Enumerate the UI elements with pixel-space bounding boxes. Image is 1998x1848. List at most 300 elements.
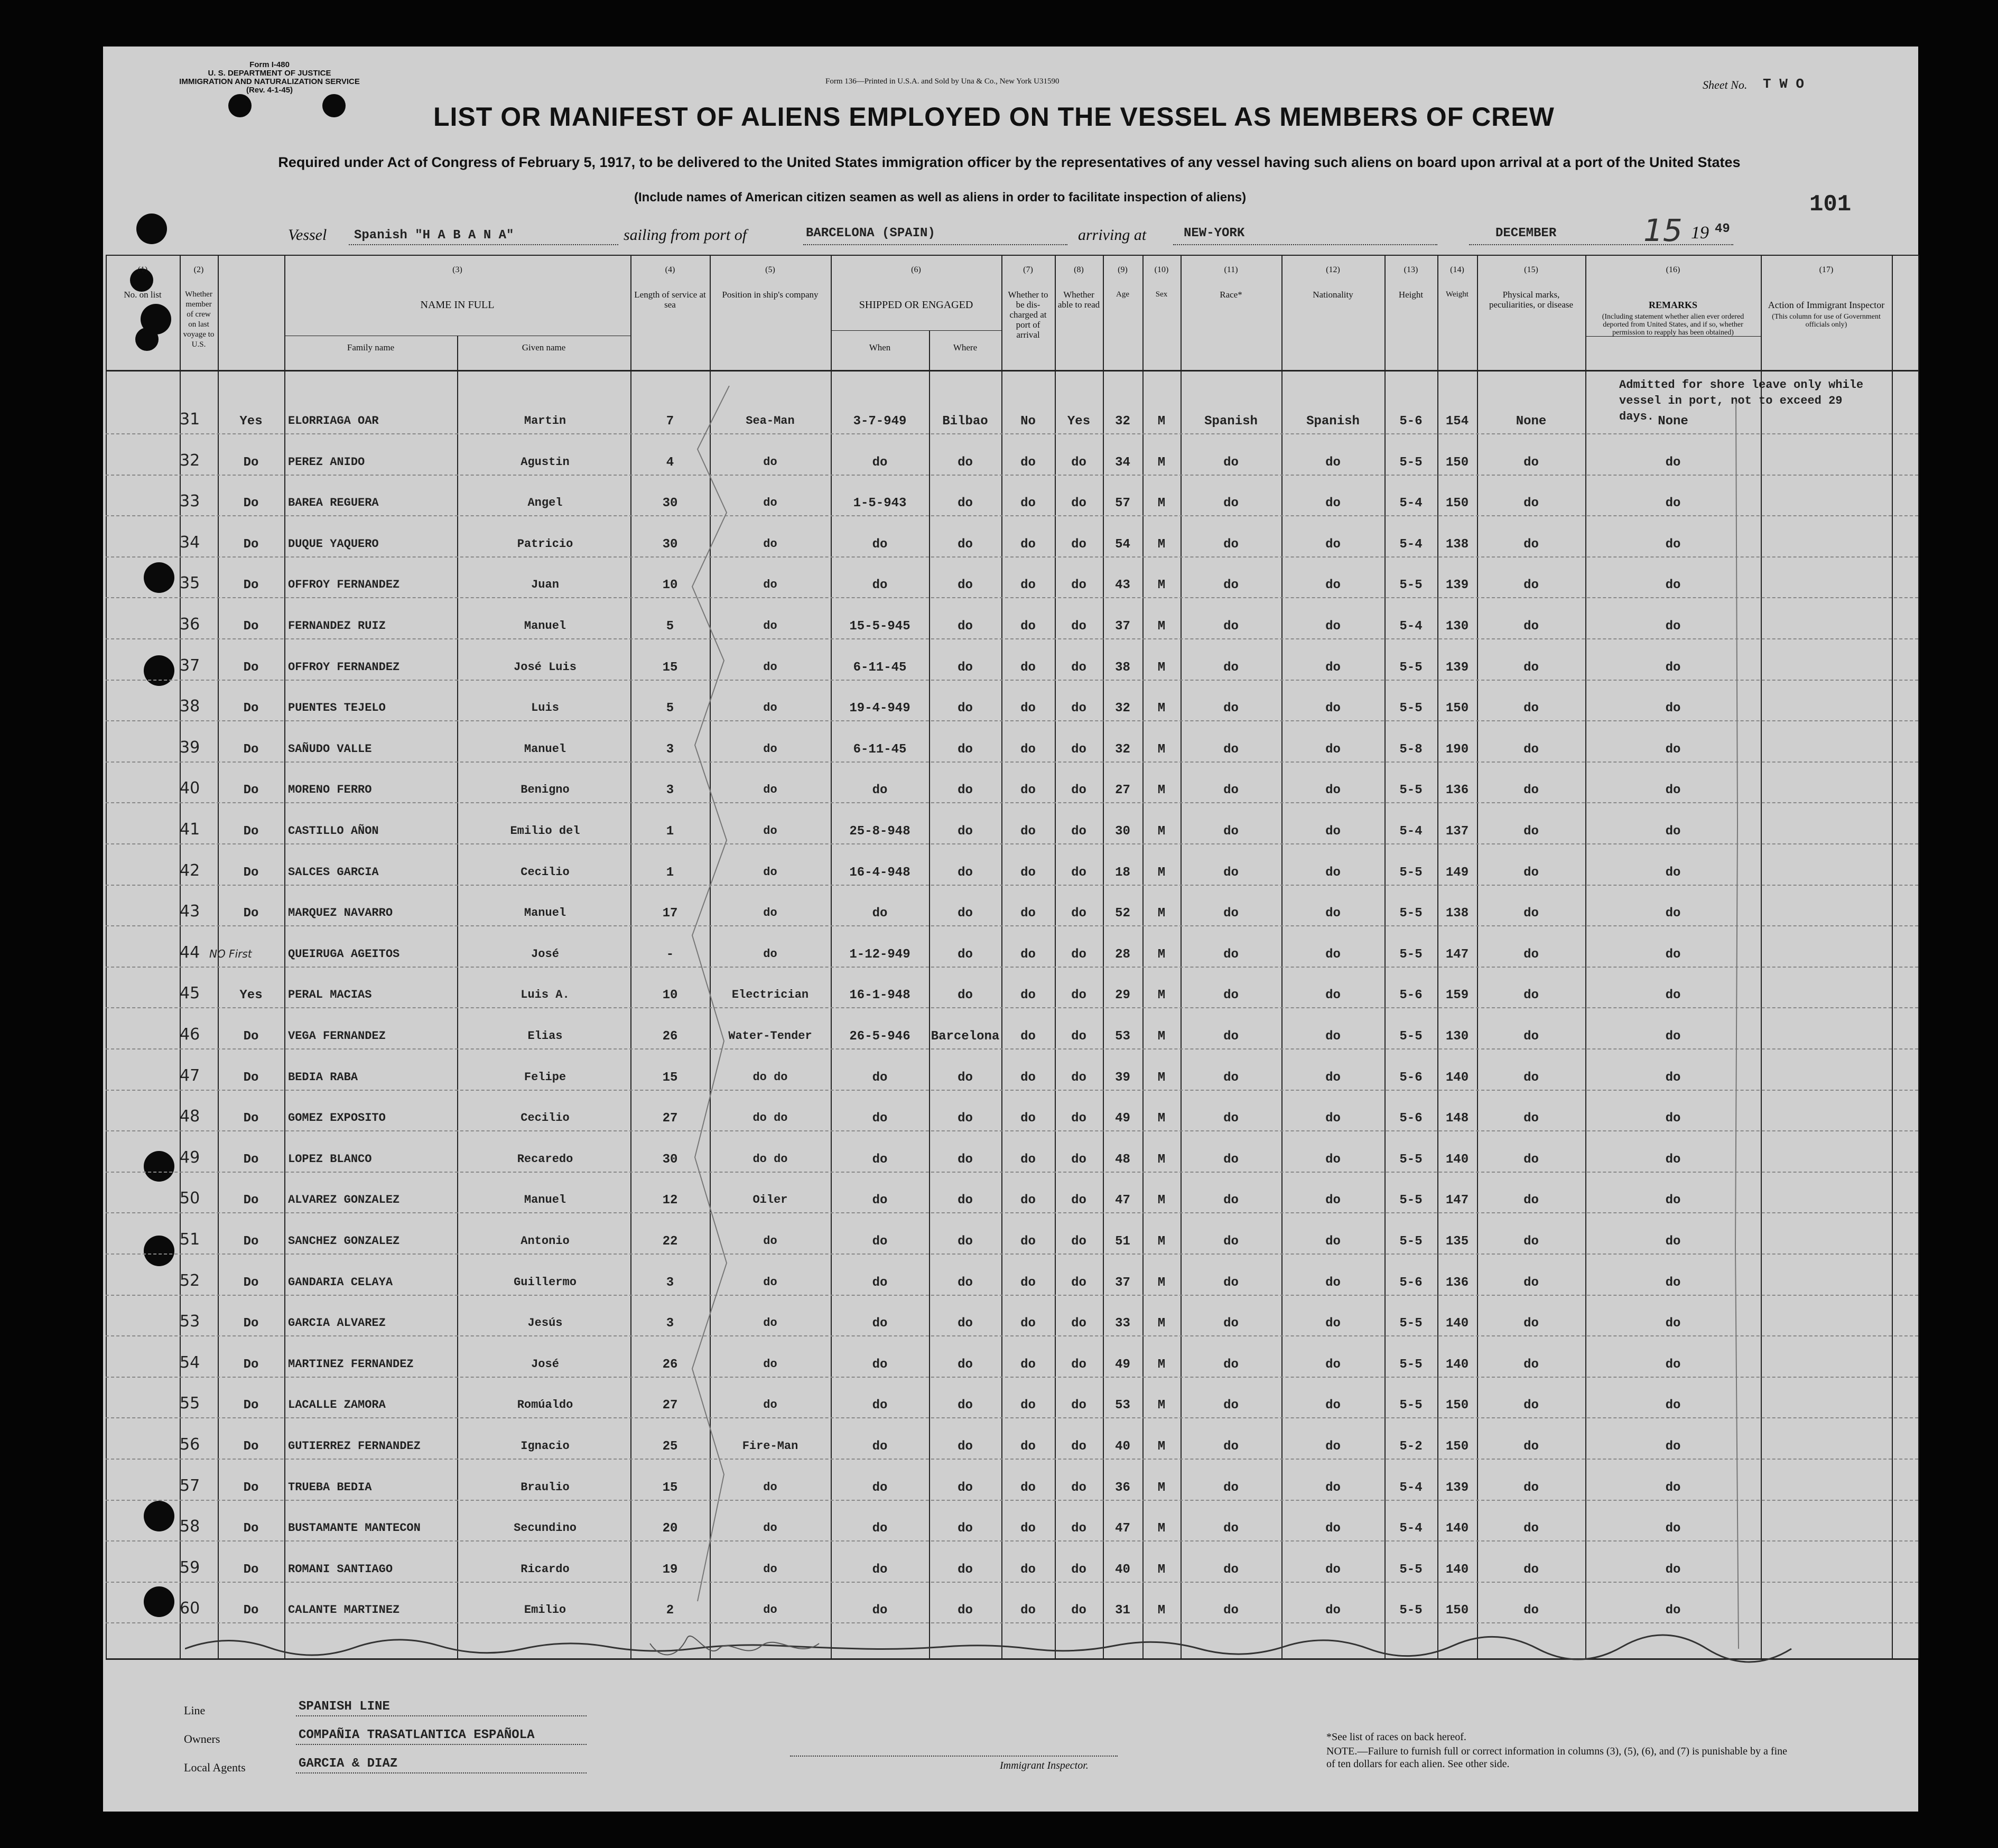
cell-given: Braulio [521,1480,570,1494]
cell-nationality: do [1325,1603,1341,1618]
cell-age: 30 [1115,824,1130,839]
cell-where: do [958,1193,973,1208]
cell-remarks: do [1665,1234,1681,1249]
cell-given: Emilio [524,1603,566,1617]
cell-where: do [958,619,973,634]
cell-when: 16-4-948 [849,865,910,880]
row-rule [106,1048,1918,1050]
cell-family: OFFROY FERNANDEZ [288,660,400,674]
row-number: 60 [180,1599,200,1618]
row-number: 41 [180,820,200,839]
cell-family: MARQUEZ NAVARRO [288,906,393,920]
cell-marks: do [1523,1193,1539,1208]
cell-family: GARCIA ALVAREZ [288,1316,386,1330]
column-divider [1892,255,1893,1658]
cell-remarks: do [1665,1193,1681,1208]
cell-sex: M [1157,1070,1166,1085]
cell-when: 1-5-943 [853,496,907,511]
cell-when: do [872,1357,888,1372]
row-rule [106,475,1918,476]
cell-service: 15 [662,1480,678,1495]
cell-height: 5-5 [1399,660,1423,675]
line-underline [296,1715,587,1716]
owners-label: Owners [184,1732,220,1745]
cell-sex: M [1157,1521,1166,1536]
cell-service: 3 [666,783,674,798]
vessel-label: Vessel [288,226,327,244]
cell-given: Secundino [514,1521,577,1535]
cell-height: 5-5 [1399,1193,1423,1208]
cell-remarks: do [1665,742,1681,757]
cell-age: 38 [1115,660,1130,675]
shipping-line: SPANISH LINE [299,1700,390,1714]
cell-read: do [1071,865,1086,880]
cell-discharged: do [1020,988,1036,1003]
cell-position: do [763,455,777,469]
cell-when: do [872,1398,888,1413]
cell-family: VEGA FERNANDEZ [288,1029,386,1043]
cell-position: do [763,1562,777,1576]
cell-discharged: do [1020,742,1036,757]
cell-crew: Do [243,1562,259,1577]
row-number: 32 [180,451,200,470]
cell-age: 47 [1115,1521,1130,1536]
cell-service: 27 [662,1111,678,1126]
cell-nationality: do [1325,865,1341,880]
cell-family: GOMEZ EXPOSITO [288,1111,386,1125]
cell-age: 32 [1115,742,1130,757]
cell-where: do [958,701,973,716]
row-number: 48 [180,1107,200,1126]
cell-service: 10 [662,578,678,593]
row-rule [106,638,1918,639]
cell-when: do [872,1111,888,1126]
cell-height: 5-5 [1399,1562,1423,1577]
column-divider [1761,255,1762,1658]
cell-sex: M [1157,824,1166,839]
cell-crew: Do [243,1070,259,1085]
column-header: Whether to be dis-charged at port of arrival [1008,290,1048,340]
cell-discharged: do [1020,1440,1036,1454]
inspector-signature-line [790,1756,1118,1757]
cell-discharged: do [1020,660,1036,675]
cell-height: 5-5 [1399,1357,1423,1372]
cell-remarks: do [1665,783,1681,798]
cell-remarks: do [1665,1275,1681,1290]
column-divider [106,255,107,1658]
cell-race: do [1223,537,1239,552]
column-subnote: (Including statement whether alien ever ordered deported from United States, and if so, whether permission to reapply has been obtained) [1602,313,1744,337]
row-rule [106,843,1918,844]
cell-race: do [1223,1152,1239,1167]
cell-position: do [763,660,777,674]
cell-height: 5-5 [1399,1398,1423,1413]
cell-sex: M [1157,578,1166,593]
row-rule [106,1172,1918,1173]
row-number: 37 [180,656,200,675]
cell-race: do [1223,455,1239,470]
cell-sex: M [1157,1234,1166,1249]
cell-when: do [872,1521,888,1536]
cell-weight: 190 [1445,742,1469,757]
column-header: SHIPPED OR ENGAGED [859,299,973,311]
cell-marks: do [1523,1111,1539,1126]
row-rule [106,720,1918,721]
cell-crew: Do [243,1316,259,1331]
page-stamp: 101 [1809,191,1852,218]
cell-marks: do [1523,1070,1539,1085]
cell-service: 15 [662,660,678,675]
cell-family: CALANTE MARTINEZ [288,1603,400,1617]
cell-height: 5-4 [1399,1480,1423,1495]
cell-where: do [958,1398,973,1413]
row-rule [106,1622,1918,1623]
cell-where: do [958,988,973,1003]
cell-race: do [1223,947,1239,962]
cell-height: 5-5 [1399,783,1423,798]
column-header: Position in ship's company [722,290,819,300]
sailing-label: sailing from port of [624,226,747,244]
cell-marks: do [1523,578,1539,593]
row-rule [106,762,1918,763]
vessel-name: Spanish "H A B A N A" [354,228,514,243]
cell-crew: Do [243,496,259,511]
cell-height: 5-5 [1399,1316,1423,1331]
cell-height: 5-5 [1399,701,1423,716]
cell-read: do [1071,1357,1086,1372]
port-underline [803,244,1067,245]
cell-discharged: do [1020,701,1036,716]
cell-height: 5-5 [1399,578,1423,593]
cell-given: Cecilio [521,1111,570,1125]
cell-given: Benigno [521,783,570,797]
cell-position: do [763,701,777,715]
cell-position: do [763,865,777,879]
row-rule [106,885,1918,886]
cell-height: 5-5 [1399,865,1423,880]
cell-when: 1-12-949 [849,947,910,962]
year-prefix: 19 [1691,223,1709,243]
cell-remarks: do [1665,1521,1681,1536]
cell-race: do [1223,1316,1239,1331]
cell-discharged: do [1020,865,1036,880]
cell-crew: Do [243,1440,259,1454]
cell-where: Barcelona [931,1029,1000,1044]
cell-weight: 140 [1445,1316,1469,1331]
cell-service: 4 [666,455,674,470]
cell-sex: M [1157,619,1166,634]
cell-height: 5-6 [1399,1070,1423,1085]
cell-when: 15-5-945 [849,619,910,634]
cell-nationality: do [1325,1275,1341,1290]
cell-where: do [958,783,973,798]
cell-discharged: do [1020,1111,1036,1126]
cell-nationality: do [1325,988,1341,1003]
subcolumn-header: Where [953,342,978,352]
cell-crew: Do [243,783,259,798]
cell-given: Recaredo [517,1152,573,1166]
cell-age: 52 [1115,906,1130,921]
cell-given: Luis A. [521,988,570,1002]
column-subnote: (This column for use of Government officials only) [1772,313,1881,329]
punch-hole [144,655,174,686]
cell-height: 5-5 [1399,1029,1423,1044]
agents-underline [296,1772,587,1773]
cell-service: 3 [666,742,674,757]
service-name: IMMIGRATION AND NATURALIZATION SERVICE [179,77,360,86]
row-rule [106,1417,1918,1418]
cell-race: do [1223,783,1239,798]
cell-position: do [763,619,777,633]
header-bottom-border [106,370,1918,372]
cell-family: BUSTAMANTE MANTECON [288,1521,421,1535]
printer-line: Form 136—Printed in U.S.A. and Sold by Una & Co., New York U31590 [825,77,1060,86]
row-rule [106,597,1918,598]
cell-crew: Do [243,906,259,921]
cell-weight: 154 [1445,414,1469,429]
cell-age: 48 [1115,1152,1130,1167]
cell-marks: do [1523,660,1539,675]
cell-age: 40 [1115,1562,1130,1577]
cell-when: do [872,1603,888,1618]
cell-weight: 138 [1445,906,1469,921]
column-number: (8) [1074,265,1084,274]
cell-height: 5-6 [1399,988,1423,1003]
cell-service: 20 [662,1521,678,1536]
cell-read: do [1071,496,1086,511]
cell-crew: Yes [239,988,263,1003]
row-number: 57 [180,1476,200,1495]
cell-family: LOPEZ BLANCO [288,1152,372,1166]
cell-remarks: do [1665,537,1681,552]
cell-position: Oiler [752,1193,788,1207]
cell-marks: do [1523,947,1539,962]
cell-service: 12 [662,1193,678,1208]
cell-given: Ricardo [521,1562,570,1576]
cell-race: do [1223,1603,1239,1618]
column-number: (1) [137,265,148,274]
cell-sex: M [1157,455,1166,470]
column-number: (5) [765,265,775,274]
cell-service: 17 [662,906,678,921]
cell-where: do [958,496,973,511]
cell-service: 1 [666,824,674,839]
shipped-subheader-line [831,330,1001,331]
cell-where: do [958,906,973,921]
cell-when: do [872,1193,888,1208]
column-header: Action of Immigrant Inspector [1768,300,1885,310]
cell-family: SANCHEZ GONZALEZ [288,1234,400,1248]
row-number: 36 [180,615,200,634]
cell-family: SAÑUDO VALLE [288,742,372,756]
cell-nationality: do [1325,455,1341,470]
cell-weight: 139 [1445,660,1469,675]
cell-age: 40 [1115,1440,1130,1454]
column-divider [1918,255,1919,1658]
cell-position: do [763,1398,777,1412]
cell-read: do [1071,783,1086,798]
subcolumn-header: Given name [522,342,566,352]
cell-given: Ignacio [521,1440,570,1453]
cell-read: do [1071,1111,1086,1126]
cell-marks: do [1523,1357,1539,1372]
cell-when: do [872,455,888,470]
row-number: 58 [180,1517,200,1536]
cell-service: 27 [662,1398,678,1413]
remarks-note: Admitted for shore leave only while vessel in port, not to exceed 29 days. [1619,378,1864,423]
cell-where: do [958,1316,973,1331]
cell-discharged: do [1020,1357,1036,1372]
cell-discharged: do [1020,496,1036,511]
include-note: (Include names of American citizen seamen as well as aliens in order to facilitate inspection of aliens) [634,190,1247,205]
cell-nationality: do [1325,1111,1341,1126]
cell-when: 6-11-45 [853,660,907,675]
cell-marks: do [1523,1398,1539,1413]
cell-service: 30 [662,1152,678,1167]
cell-crew: Do [243,578,259,593]
cell-family: MORENO FERRO [288,783,372,797]
cell-marks: do [1523,537,1539,552]
arrival-month: DECEMBER [1495,226,1557,240]
cell-service: 3 [666,1316,674,1331]
revision-date: (Rev. 4-1-45) [246,86,293,95]
cell-position: do [763,1234,777,1248]
cell-age: 37 [1115,619,1130,634]
cell-remarks: do [1665,701,1681,716]
cell-read: do [1071,1193,1086,1208]
cell-given: Antonio [521,1234,570,1248]
cell-age: 29 [1115,988,1130,1003]
cell-given: Luis [531,701,559,715]
cell-age: 32 [1115,414,1130,429]
cell-nationality: do [1325,660,1341,675]
cell-crew: Do [243,1152,259,1167]
cell-nationality: do [1325,1480,1341,1495]
cell-race: do [1223,1275,1239,1290]
column-number: (13) [1404,265,1418,274]
cell-race: do [1223,1111,1239,1126]
cell-service: 1 [666,865,674,880]
cell-age: 49 [1115,1357,1130,1372]
cell-given: Agustin [521,455,570,469]
cell-age: 36 [1115,1480,1130,1495]
cell-read: do [1071,947,1086,962]
cell-height: 5-6 [1399,1275,1423,1290]
cell-where: do [958,742,973,757]
cell-age: 49 [1115,1111,1130,1126]
row-number: 54 [180,1353,200,1372]
cell-race: do [1223,1234,1239,1249]
cell-height: 5-5 [1399,947,1423,962]
cell-marks: do [1523,455,1539,470]
agents-label: Local Agents [184,1761,246,1774]
cell-weight: 135 [1445,1234,1469,1249]
cell-service: 30 [662,537,678,552]
cell-where: do [958,1480,973,1495]
cell-service: 25 [662,1440,678,1454]
row-rule [106,1582,1918,1583]
row-rule [106,1212,1918,1213]
cell-discharged: do [1020,1316,1036,1331]
row-number: 38 [180,697,200,716]
cell-read: do [1071,988,1086,1003]
punch-hole [322,94,346,117]
cell-discharged: do [1020,783,1036,798]
cell-age: 32 [1115,701,1130,716]
cell-position: do [763,906,777,920]
cell-weight: 147 [1445,1193,1469,1208]
cell-weight: 150 [1445,1398,1469,1413]
cell-nationality: do [1325,578,1341,593]
cell-discharged: do [1020,455,1036,470]
cell-remarks: do [1665,947,1681,962]
cell-sex: M [1157,1440,1166,1454]
cell-remarks: do [1665,1562,1681,1577]
cell-when: do [872,578,888,593]
cell-read: do [1071,1275,1086,1290]
cell-height: 5-5 [1399,455,1423,470]
column-number: (9) [1118,265,1128,274]
punch-hole [144,562,174,593]
cell-discharged: do [1020,1562,1036,1577]
cell-nationality: do [1325,1193,1341,1208]
cell-sex: M [1157,865,1166,880]
cell-family: MARTINEZ FERNANDEZ [288,1357,414,1371]
cell-sex: M [1157,1562,1166,1577]
cell-crew: NO First [209,947,252,960]
cell-read: do [1071,1562,1086,1577]
cell-position: Electrician [731,988,809,1002]
column-header: Race* [1220,290,1242,300]
form-number: Form I-480 [249,60,290,69]
cell-read: do [1071,1603,1086,1618]
cell-marks: do [1523,1603,1539,1618]
cell-nationality: do [1325,1152,1341,1167]
cell-read: do [1071,1029,1086,1044]
cell-read: do [1071,906,1086,921]
cell-position: Fire-Man [742,1440,798,1453]
column-header: Length of service at sea [634,290,706,310]
cell-age: 43 [1115,578,1130,593]
row-rule [106,967,1918,968]
cell-marks: None [1516,414,1547,429]
cell-sex: M [1157,414,1166,429]
cell-weight: 139 [1445,1480,1469,1495]
cell-marks: do [1523,1521,1539,1536]
cell-where: do [958,865,973,880]
cell-age: 27 [1115,783,1130,798]
cell-sex: M [1157,1193,1166,1208]
cell-marks: do [1523,1440,1539,1454]
cell-position: do [763,1521,777,1535]
page-title: LIST OR MANIFEST OF ALIENS EMPLOYED ON THE VESSEL AS MEMBERS OF CREW [433,102,1555,132]
cell-position: do [763,824,777,838]
cell-nationality: do [1325,701,1341,716]
column-header: Physical marks, peculiarities, or disease [1489,290,1574,310]
cell-weight: 150 [1445,1603,1469,1618]
cell-crew: Do [243,660,259,675]
cell-height: 5-5 [1399,1234,1423,1249]
cell-sex: M [1157,1152,1166,1167]
cell-read: do [1071,578,1086,593]
cell-position: do [763,496,777,510]
row-rule [106,1007,1918,1008]
column-number: (14) [1450,265,1464,274]
cell-age: 51 [1115,1234,1130,1249]
column-header: No. on list [124,290,162,300]
row-rule [106,1377,1918,1378]
arriving-label: arriving at [1078,226,1147,244]
